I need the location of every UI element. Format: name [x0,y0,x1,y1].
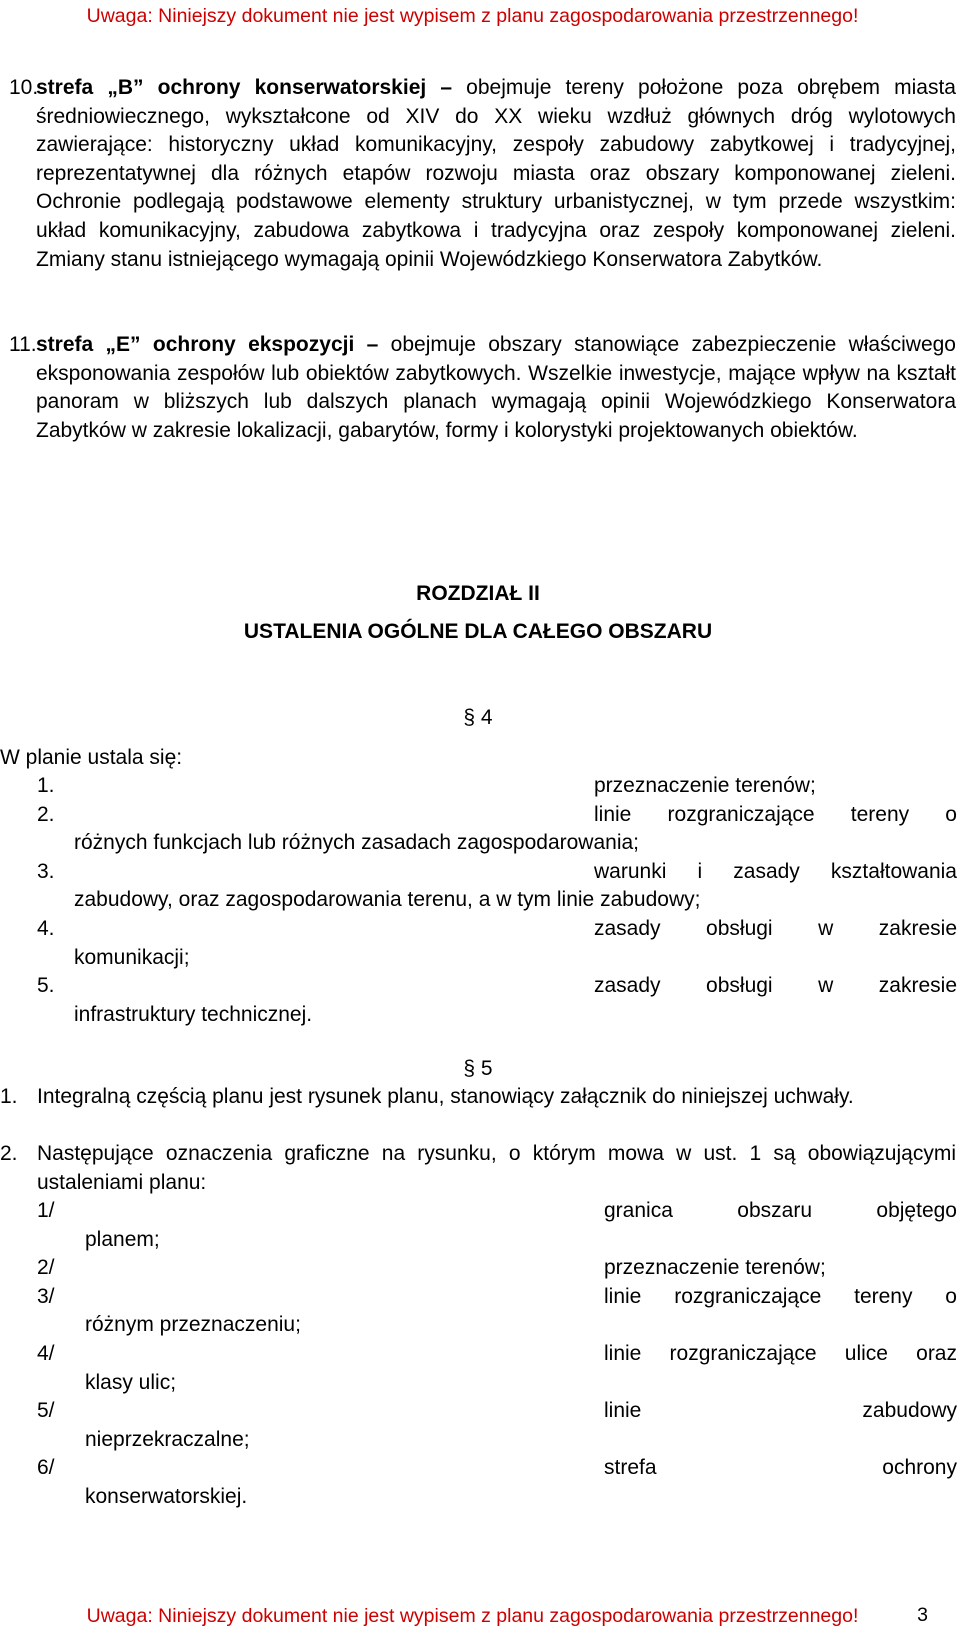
list-item [37,1340,957,1369]
list-item-text: linie rozgraniczające tereny o [604,1284,957,1308]
item-number: 11. [9,333,37,356]
list-item-text: linie zabudowy [604,1399,957,1423]
list-item [37,772,957,801]
list-item-continuation: planem; [85,1227,160,1251]
list-item [37,1283,957,1312]
list-item-text: linie rozgraniczające ulice oraz [604,1341,957,1365]
list-item [37,1197,957,1226]
list-item-number: 5/ [37,1399,55,1423]
footer-warning: Uwaga: Niniejszy dokument nie jest wypisem z planu zagospodarowania przestrzennego! [86,1605,859,1627]
list-item-continuation: różnych funkcjach lub różnych zasadach zagospodarowania; [74,831,640,855]
list-item-number: 5. [37,974,55,998]
list-item-text: zasady obsługi w zakresie [594,974,957,998]
list-item-number: 4/ [37,1341,55,1365]
section-mark-4: § 4 [463,706,493,729]
list-item-text: strefa ochrony [604,1456,957,1480]
list-item-continuation: infrastruktury technicznej. [74,1002,313,1026]
list-item-number: 2/ [37,1256,55,1280]
list-item [37,858,957,887]
list-item [37,915,957,944]
list-item [37,1254,957,1283]
section-mark-5: § 5 [463,1057,493,1080]
list-item-number: 4. [37,916,55,940]
list-item-number: 1. [37,774,55,797]
item-10 [9,74,956,274]
item-number: 10. [9,76,39,99]
list-item-continuation: komunikacji; [74,945,190,969]
list-item-text: warunki i zasady kształtowania [594,859,957,883]
list-item-number: 3/ [37,1284,55,1308]
item-11 [9,331,956,445]
list-item-number: 1/ [37,1199,55,1222]
chapter-title: ROZDZIAŁ II [416,582,540,605]
chapter-subtitle: USTALENIA OGÓLNE DLA CAŁEGO OBSZARU [243,620,713,643]
list-item-text: przeznaczenie terenów; [594,774,816,797]
list-item [37,801,957,830]
list-item-text: przeznaczenie terenów; [604,1256,826,1280]
item-text: obejmuje obszary stanowiące zabezpieczenie właściwego eksponowania zespołów lub obiektów zabytkowych. Wszelkie inwestycje, mające wpływ na kształt panoram w bliższych lub dalszych planach wymagają opinii Wojewódzkiego Konserwatora Zabytków w zakresie lokalizacji, gabarytów, formy i kolorystyki projektowanych obiektów. [36,333,956,442]
point-text: Następujące oznaczenia graficzne na rysunku, o którym mowa w ust. 1 są obowiązującymi ustaleniami planu: [37,1142,956,1194]
list-item-continuation: zabudowy, oraz zagospodarowania terenu, a w tym linie zabudowy; [74,888,701,912]
list-item-text: zasady obsługi w zakresie [594,916,957,940]
page-number: 3 [917,1604,928,1626]
list-item-number: 2. [37,802,55,826]
section-4-list [37,772,957,1029]
list-item-continuation: nieprzekraczalne; [85,1427,250,1451]
point-number: 1. [0,1085,18,1108]
point-number: 2. [0,1142,18,1165]
section-4-lead: W planie ustala się: [0,746,183,769]
header-warning: Uwaga: Niniejszy dokument nie jest wypisem z planu zagospodarowania przestrzennego! [86,5,859,27]
list-item [37,1454,957,1483]
list-item-continuation: konserwatorskiej. [85,1484,248,1508]
item-title: strefa „E” ochrony ekspozycji – [36,333,379,356]
list-item-text: granica obszaru objętego [604,1199,957,1222]
section-5-point-1 [0,1083,956,1112]
section-5-point-2 [0,1140,956,1197]
list-item [37,972,957,1001]
list-item-number: 6/ [37,1456,55,1480]
section-5-list [37,1197,957,1512]
list-item [37,1397,957,1426]
point-text: Integralną częścią planu jest rysunek planu, stanowiący załącznik do niniejszej uchwały. [37,1085,854,1108]
item-title: strefa „B” ochrony konserwatorskiej – [36,76,453,99]
list-item-continuation: różnym przeznaczeniu; [85,1313,301,1337]
list-item-number: 3. [37,859,55,883]
item-text: obejmuje tereny położone poza obrębem miasta średniowiecznego, wykształcone od XIV do XX wieku wzdłuż głównych dróg wylotowych zawierające: historyczny układ komunikacyjny, zespoły zabudowy zabytkowej i tradycyjnej, reprezentatywnej dla różnych etapów rozwoju miasta oraz obszary komponowanej zieleni. Ochronie podlegają podstawowe elementy struktury urbanistycznej, w tym przede wszystkim: układ komunikacyjny, zabudowa zabytkowa i tradycyjna oraz zespoły komponowanej zieleni. Zmiany stanu istniejącego wymagają opinii Wojewódzkiego Konserwatora Zabytków. [36,76,956,271]
list-item-continuation: klasy ulic; [85,1370,177,1394]
list-item-text: linie rozgraniczające tereny o [594,802,957,826]
